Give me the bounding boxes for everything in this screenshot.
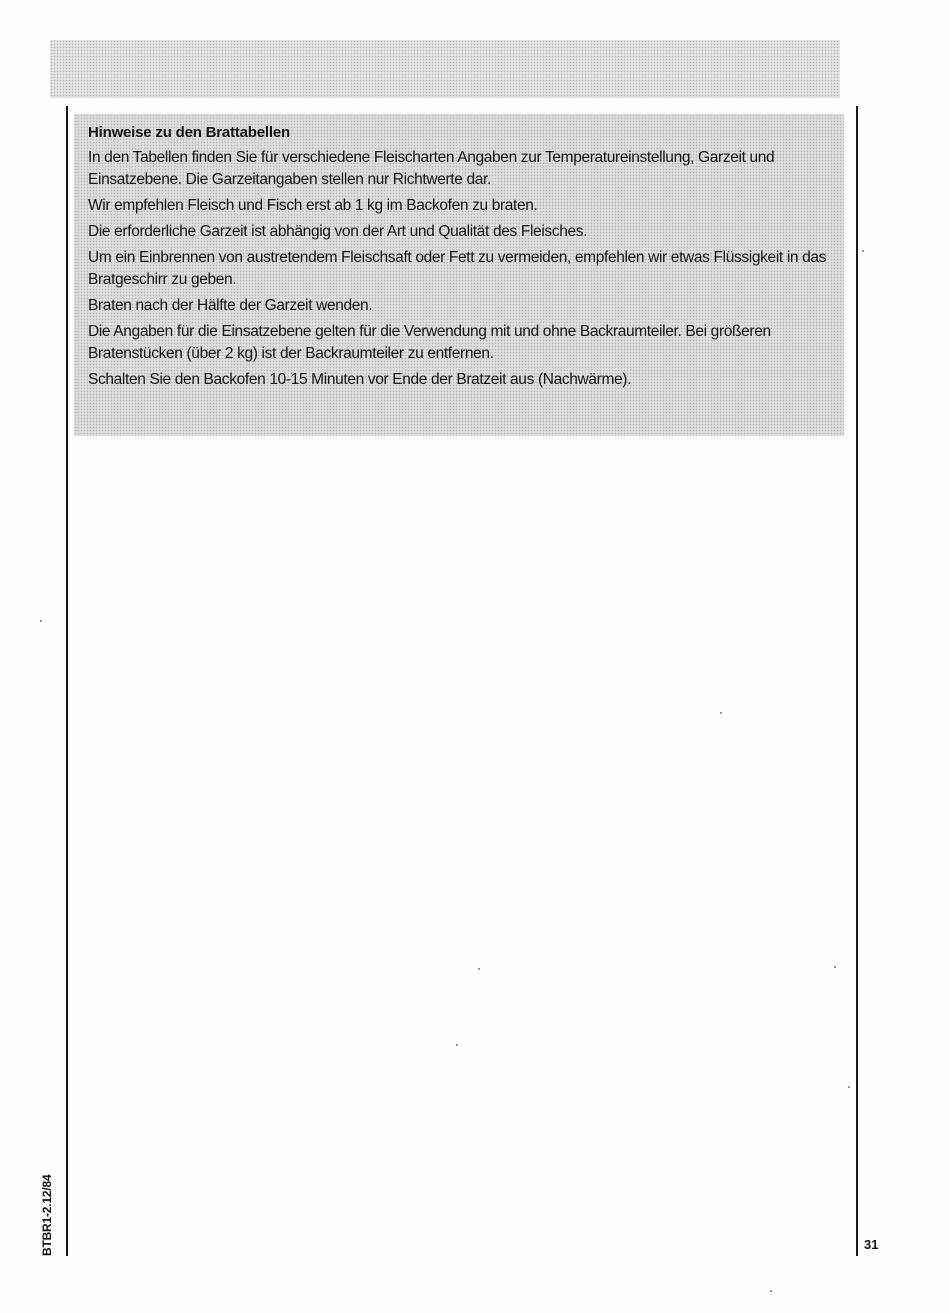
page-number: 31 bbox=[864, 1237, 879, 1252]
right-margin-rule bbox=[856, 106, 858, 1256]
scan-speck bbox=[478, 968, 480, 970]
scan-speck bbox=[770, 1290, 772, 1292]
note-paragraph-residual-heat: Schalten Sie den Backofen 10-15 Minuten vor Ende der Bratzeit aus (Nachwärme). bbox=[88, 371, 632, 388]
note-paragraph-shelf-level: Die Angaben für die Einsatzebene gelten für die Verwendung mit und ohne Backraumteiler. Bei größeren Bratenstücken (über 2 kg) ist der Backraumteiler zu entfernen. bbox=[88, 323, 771, 362]
scan-speck bbox=[456, 1044, 458, 1046]
scan-speck bbox=[848, 1086, 850, 1088]
header-shading-band bbox=[50, 40, 840, 98]
notes-heading: Hinweise zu den Brattabellen bbox=[88, 124, 290, 141]
document-code: BTBR1-2.12/84 bbox=[40, 1174, 54, 1256]
left-margin-rule bbox=[66, 106, 68, 1256]
note-paragraph-min-weight: Wir empfehlen Fleisch und Fisch erst ab 1 kg im Backofen zu braten. bbox=[88, 197, 538, 214]
note-paragraph-liquid: Um ein Einbrennen von austretendem Fleischsaft oder Fett zu vermeiden, empfehlen wir etwas Flüssigkeit in das Bratgeschirr zu geben. bbox=[88, 249, 827, 288]
scan-speck bbox=[834, 966, 836, 968]
note-paragraph-tables: In den Tabellen finden Sie für verschiedene Fleischarten Angaben zur Temperatureinstellung, Garzeit und Einsatzebene. Die Garzeitangaben stellen nur Richtwerte dar. bbox=[88, 149, 775, 188]
scan-speck bbox=[720, 712, 722, 714]
scan-speck bbox=[862, 250, 864, 252]
note-paragraph-turn-roast: Braten nach der Hälfte der Garzeit wenden. bbox=[88, 297, 373, 314]
scan-speck bbox=[40, 620, 42, 622]
roasting-notes-box bbox=[74, 114, 844, 436]
note-paragraph-cooking-time: Die erforderliche Garzeit ist abhängig von der Art und Qualität des Fleisches. bbox=[88, 223, 588, 240]
